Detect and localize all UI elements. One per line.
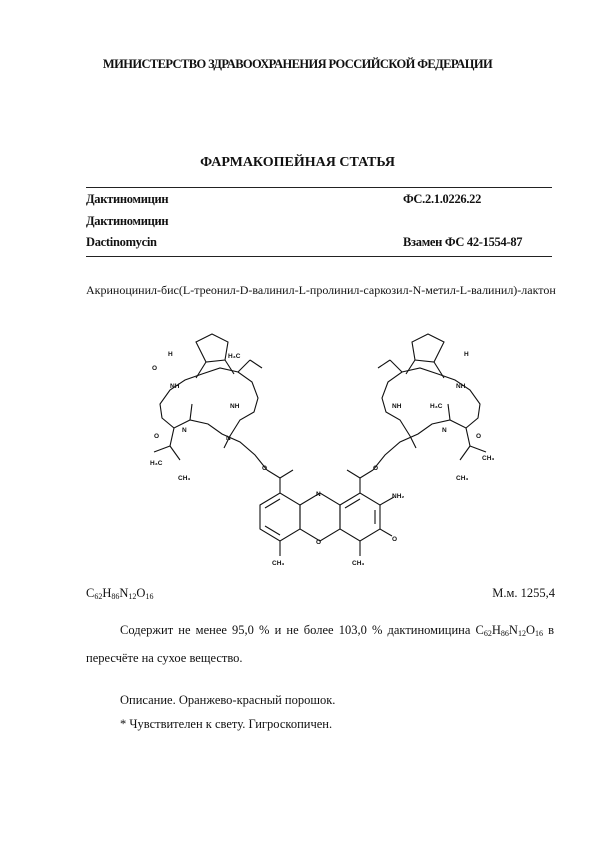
label-CH3-right-2: CH₃ xyxy=(482,455,495,462)
label-O-left-2: O xyxy=(154,433,160,440)
label-CH3-left-2: CH₃ xyxy=(178,475,191,482)
label-NH-right-1: NH xyxy=(456,383,466,390)
label-NH-right-2: NH xyxy=(392,403,402,410)
chemical-name: Акриноцинил-бис(L-треонил-D-валинил-L-пролинил-саркозил-N-метил-L-валинил)-лактон xyxy=(86,283,556,297)
light-sensitivity-note: * Чувствителен к свету. Гигроскопичен. xyxy=(120,717,333,731)
label-H-left: H xyxy=(168,351,173,358)
label-N-right: N xyxy=(442,427,447,434)
label-CH3-right: CH₃ xyxy=(352,560,365,567)
label-H3C-left-2: H₃C xyxy=(228,353,241,360)
label-O-ester-left: O xyxy=(262,465,268,472)
molecular-formula: $C_{62}H_{86}N_{12}O_{16}$ xyxy=(86,586,154,601)
label-O-ester-right: O xyxy=(373,465,379,472)
label-NH2: NH₂ xyxy=(392,493,405,500)
label-N-ring: N xyxy=(316,491,321,498)
label-O-right-1: O xyxy=(476,433,482,440)
bottom-divider xyxy=(86,256,552,257)
molecular-weight: М.м. 1255,4 xyxy=(492,586,555,600)
label-O-ring: O xyxy=(316,539,322,546)
fs-code: ФС.2.1.0226.22 xyxy=(403,192,482,206)
document-title: ФАРМАКОПЕЙНАЯ СТАТЬЯ xyxy=(200,155,395,170)
label-N-left-2: N xyxy=(226,435,231,442)
label-NH-left-2: NH xyxy=(230,403,240,410)
ministry-header: МИНИСТЕРСТВО ЗДРАВООХРАНЕНИЯ РОССИЙСКОЙ ФЕДЕРАЦИИ xyxy=(102,57,493,71)
label-H3C-left-1: H₃C xyxy=(150,460,163,467)
label-CH3-left: CH₃ xyxy=(272,560,285,567)
label-O-left-1: O xyxy=(152,365,158,372)
description: Описание. Оранжево-красный порошок. xyxy=(120,693,336,707)
top-divider xyxy=(86,187,552,188)
label-O-keto: O xyxy=(392,536,398,543)
content-paragraph: Содержит не менее 95,0 % и не более 103,0 % дактиномицина $C_{62}H_{86}N_{12}O_{16}$ в пересчёте на сухое вещество. xyxy=(86,623,555,665)
label-N-left: N xyxy=(182,427,187,434)
replaces-fs: Взамен ФС 42-1554-87 xyxy=(403,235,523,249)
label-H-right: H xyxy=(464,351,469,358)
structural-formula xyxy=(130,320,530,580)
name-latin: Dactinomycin xyxy=(86,235,157,249)
name-russian: Дактиномицин xyxy=(86,192,169,206)
label-NH-left-1: NH xyxy=(170,383,180,390)
label-H3C-right: H₃C xyxy=(430,403,443,410)
name-russian-2: Дактиномицин xyxy=(86,214,169,228)
label-CH3-right-3: CH₃ xyxy=(456,475,469,482)
